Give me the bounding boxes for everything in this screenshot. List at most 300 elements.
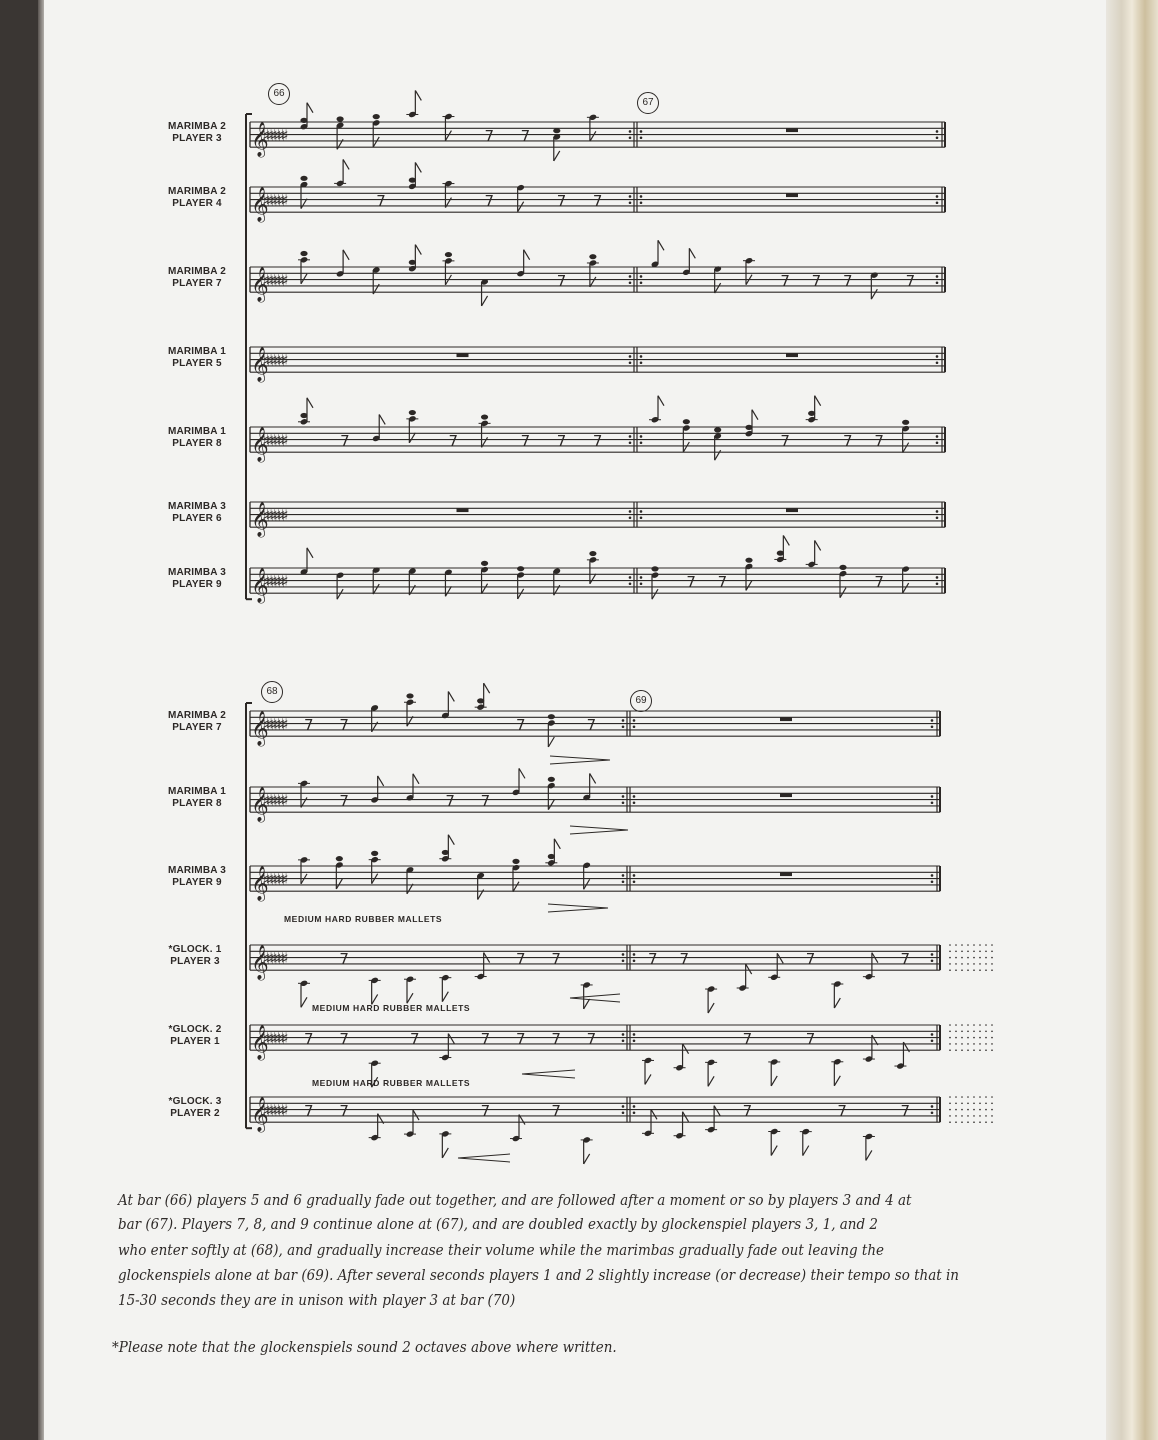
continue-dots (979, 1024, 981, 1026)
note-flag (409, 433, 415, 443)
note-flag (708, 1076, 714, 1086)
note-flag (415, 162, 421, 172)
note-flag (445, 586, 451, 596)
rehearsal-mark-68: 68 (261, 681, 283, 703)
repeat-dot (931, 719, 934, 722)
repeat-dot (931, 959, 934, 962)
continue-dots (973, 1103, 975, 1105)
staff-label (152, 426, 242, 450)
note-flag (714, 1106, 720, 1116)
instruction-line-2: bar (67). Players 7, 8, and 9 continue alone at (67), and are doubled exactly by glockenspiel players 3, 1, and 2 (118, 1217, 878, 1233)
continue-dots (991, 1121, 993, 1123)
note-flag (301, 997, 307, 1007)
continue-dots (991, 963, 993, 965)
repeat-dot (936, 201, 939, 204)
note-head (589, 551, 596, 556)
note-flag (413, 1110, 419, 1120)
eighth-rest-icon: 7 (480, 1101, 491, 1120)
continue-dots (991, 969, 993, 971)
continue-dots (985, 1096, 987, 1098)
repeat-dot (931, 874, 934, 877)
note-flag (584, 879, 590, 889)
continue-dots (979, 1096, 981, 1098)
whole-rest (457, 508, 469, 512)
continue-dots (991, 944, 993, 946)
repeat-dot (936, 136, 939, 139)
crescendo-hairpin (522, 1070, 575, 1074)
note-head (406, 693, 413, 698)
note-flag (584, 999, 590, 1009)
eighth-rest-icon: 7 (551, 1101, 561, 1120)
instruction-line-3: who enter softly at (68), and gradually increase their volume while the marimbas gradually fade out leaving the (118, 1243, 885, 1259)
continue-dots (973, 957, 975, 959)
player-name: PLAYER 3 (172, 133, 222, 144)
treble-clef-icon: 𝄞 (251, 122, 269, 158)
continue-dots (967, 1049, 969, 1051)
continue-dots (949, 1043, 951, 1045)
continue-dots (967, 1031, 969, 1033)
note-flag (518, 589, 524, 599)
note-flag (715, 283, 721, 293)
instrument-name: MARIMBA 1 (167, 346, 227, 357)
crescendo-hairpin (522, 1074, 575, 1078)
note-flag (379, 414, 385, 424)
eighth-rest-icon: 7 (445, 791, 455, 810)
note-flag (337, 589, 343, 599)
treble-clef-icon: 𝄞 (251, 427, 269, 463)
key-signature-sharps: ♯♯♯♯♯♯ (262, 125, 285, 145)
continue-dots (967, 963, 969, 965)
note-flag (301, 274, 307, 284)
note-head (371, 851, 378, 856)
treble-clef-icon: 𝄞 (251, 866, 269, 902)
player-name: PLAYER 7 (172, 722, 222, 733)
repeat-dot (936, 441, 939, 444)
player-name: PLAYER 6 (172, 513, 222, 524)
key-signature-sharps: ♯♯♯♯♯♯ (262, 790, 285, 810)
note-flag (771, 1076, 777, 1086)
continue-dots (985, 957, 987, 959)
note-flag (519, 768, 525, 778)
continue-dots (955, 1103, 957, 1105)
note-flag (651, 1109, 657, 1119)
continue-dots (979, 944, 981, 946)
repeat-dot (640, 136, 643, 139)
repeat-dot (936, 281, 939, 284)
continue-dots (973, 1121, 975, 1123)
repeat-dot (629, 355, 632, 358)
repeat-dot (629, 441, 632, 444)
note-flag (903, 443, 909, 453)
staff-label (152, 865, 242, 889)
repeat-dot (633, 725, 636, 728)
continue-dots (961, 1049, 963, 1051)
continue-dots (979, 1121, 981, 1123)
whole-rest (786, 508, 798, 512)
continue-dots (949, 1109, 951, 1111)
eighth-rest-icon: 7 (556, 271, 567, 290)
continue-dots (967, 1103, 969, 1105)
note-flag (415, 90, 421, 100)
note-flag (554, 151, 560, 161)
eighth-rest-icon: 7 (811, 271, 822, 290)
continue-dots (991, 1049, 993, 1051)
continue-dots (973, 963, 975, 965)
repeat-dot (936, 435, 939, 438)
repeat-dot (629, 435, 632, 438)
repeat-dot (622, 1039, 625, 1042)
continue-dots (991, 1096, 993, 1098)
repeat-dot (629, 510, 632, 513)
continue-dots (955, 957, 957, 959)
repeat-dot (629, 136, 632, 139)
player-name: PLAYER 8 (172, 438, 222, 449)
note-head (548, 777, 555, 782)
player-name: PLAYER 4 (172, 198, 222, 209)
continue-dots (973, 1115, 975, 1117)
repeat-dot (931, 725, 934, 728)
treble-clef-icon: 𝄞 (251, 267, 269, 303)
instrument-name: MARIMBA 3 (167, 567, 227, 578)
repeat-dot (629, 281, 632, 284)
continue-dots (955, 969, 957, 971)
repeat-dot (629, 275, 632, 278)
note-flag (415, 245, 421, 255)
note-flag (307, 548, 313, 558)
continue-dots (961, 1115, 963, 1117)
repeat-dot (640, 281, 643, 284)
eighth-rest-icon: 7 (874, 431, 884, 450)
continue-dots (949, 1024, 951, 1026)
note-flag (307, 103, 313, 113)
repeat-dot (936, 355, 939, 358)
note-flag (683, 442, 689, 452)
note-flag (482, 584, 488, 594)
continue-dots (985, 1024, 987, 1026)
key-signature-sharps: ♯♯♯♯♯♯ (262, 1028, 285, 1048)
note-flag (815, 540, 821, 550)
instrument-name: MARIMBA 3 (167, 865, 227, 876)
continue-dots (991, 1109, 993, 1111)
continue-dots (985, 951, 987, 953)
continue-dots (979, 1115, 981, 1117)
continue-dots (979, 1037, 981, 1039)
note-flag (658, 240, 664, 250)
note-head (714, 427, 721, 432)
treble-clef-icon: 𝄞 (251, 1097, 269, 1133)
eighth-rest-icon: 7 (805, 1029, 816, 1048)
player-name: PLAYER 2 (170, 1108, 220, 1119)
treble-clef-icon: 𝄞 (251, 347, 269, 383)
note-flag (373, 137, 379, 147)
continue-dots (973, 1037, 975, 1039)
repeat-dot (931, 1033, 934, 1036)
continue-dots (967, 957, 969, 959)
eighth-rest-icon: 7 (900, 1101, 910, 1120)
eighth-rest-icon: 7 (304, 715, 314, 734)
continue-dots (973, 1109, 975, 1111)
continue-dots (991, 957, 993, 959)
continue-dots (955, 1109, 957, 1111)
eighth-rest-icon: 7 (340, 431, 350, 450)
eighth-rest-icon: 7 (480, 791, 491, 810)
note-flag (834, 1076, 840, 1086)
note-flag (871, 289, 877, 299)
decrescendo-hairpin (550, 760, 610, 764)
continue-dots (967, 951, 969, 953)
repeat-dot (633, 959, 636, 962)
continue-dots (955, 1043, 957, 1045)
note-flag (442, 992, 448, 1002)
note-flag (783, 535, 789, 545)
note-flag (803, 1146, 809, 1156)
note-flag (746, 964, 752, 974)
eighth-rest-icon: 7 (339, 949, 349, 968)
note-flag (645, 1074, 651, 1084)
repeat-dot (629, 130, 632, 133)
repeat-dot (640, 582, 643, 585)
continue-dots (985, 1103, 987, 1105)
note-flag (658, 396, 664, 406)
note-flag (448, 835, 454, 845)
continue-dots (955, 1049, 957, 1051)
note-head (337, 116, 344, 121)
continue-dots (961, 944, 963, 946)
key-signature-sharps: ♯♯♯♯♯♯ (262, 430, 285, 450)
note-flag (590, 773, 596, 783)
note-head (373, 114, 380, 119)
continue-dots (949, 1121, 951, 1123)
eighth-rest-icon: 7 (339, 1101, 349, 1120)
note-flag (307, 398, 313, 408)
note-flag (343, 159, 349, 169)
repeat-dot (936, 510, 939, 513)
note-flag (524, 250, 530, 260)
continue-dots (949, 963, 951, 965)
note-flag (336, 879, 342, 889)
repeat-dot (640, 435, 643, 438)
note-flag (484, 683, 490, 693)
mallets-note-glock3: MEDIUM HARD RUBBER MALLETS (312, 1078, 471, 1088)
eighth-rest-icon: 7 (586, 715, 597, 734)
continue-dots (961, 1043, 963, 1045)
continue-dots (985, 1043, 987, 1045)
eighth-rest-icon: 7 (648, 949, 658, 968)
eighth-rest-icon: 7 (551, 1029, 561, 1048)
repeat-dot (622, 953, 625, 956)
continue-dots (961, 1024, 963, 1026)
note-head (336, 856, 343, 861)
repeat-dot (633, 1111, 636, 1114)
note-head (553, 128, 560, 133)
repeat-dot (622, 959, 625, 962)
eighth-rest-icon: 7 (376, 191, 386, 210)
continue-dots (973, 1031, 975, 1033)
note-flag (708, 1003, 714, 1013)
note-flag (554, 839, 560, 849)
instrument-name: MARIMBA 2 (167, 266, 227, 277)
repeat-dot (640, 441, 643, 444)
continue-dots (961, 969, 963, 971)
treble-clef-icon: 𝄞 (251, 502, 269, 538)
whole-rest (786, 353, 798, 357)
continue-dots (949, 1037, 951, 1039)
note-flag (866, 1150, 872, 1160)
continue-dots (973, 1049, 975, 1051)
repeat-dot (931, 795, 934, 798)
eighth-rest-icon: 7 (516, 949, 526, 968)
continue-dots (949, 1049, 951, 1051)
continue-dots (961, 1037, 963, 1039)
eighth-rest-icon: 7 (556, 191, 567, 210)
repeat-dot (931, 1039, 934, 1042)
repeat-dot (633, 874, 636, 877)
crescendo-hairpin (570, 998, 620, 1002)
repeat-dot (931, 1105, 934, 1108)
continue-dots (949, 951, 951, 953)
player-name: PLAYER 7 (172, 278, 222, 289)
eighth-rest-icon: 7 (551, 949, 561, 968)
repeat-dot (640, 130, 643, 133)
continue-dots (955, 1121, 957, 1123)
treble-clef-icon: 𝄞 (251, 1025, 269, 1061)
key-signature-sharps: ♯♯♯♯♯♯ (262, 270, 285, 290)
key-signature-sharps: ♯♯♯♯♯♯ (262, 869, 285, 889)
crescendo-hairpin (570, 994, 620, 998)
whole-rest (780, 793, 792, 797)
treble-clef-icon: 𝄞 (251, 787, 269, 823)
continue-dots (985, 969, 987, 971)
note-flag (445, 131, 451, 141)
staff-label (150, 1096, 240, 1120)
continue-dots (961, 951, 963, 953)
continue-dots (973, 969, 975, 971)
eighth-rest-icon: 7 (480, 1029, 491, 1048)
continue-dots (949, 969, 951, 971)
continue-dots (967, 1037, 969, 1039)
eighth-rest-icon: 7 (304, 1101, 314, 1120)
note-flag (683, 1044, 689, 1054)
note-flag (513, 882, 519, 892)
continue-dots (967, 1121, 969, 1123)
rehearsal-mark-66: 66 (268, 83, 290, 105)
continue-dots (991, 1024, 993, 1026)
continue-dots (949, 944, 951, 946)
key-signature-sharps: ♯♯♯♯♯♯ (262, 948, 285, 968)
repeat-dot (622, 795, 625, 798)
instrument-name: MARIMBA 1 (167, 786, 227, 797)
repeat-dot (633, 953, 636, 956)
note-head (548, 714, 555, 719)
whole-rest (780, 872, 792, 876)
repeat-dot (633, 801, 636, 804)
repeat-dot (629, 361, 632, 364)
eighth-rest-icon: 7 (339, 715, 349, 734)
repeat-dot (640, 361, 643, 364)
note-flag (584, 1154, 590, 1164)
eighth-rest-icon: 7 (780, 271, 790, 290)
whole-rest (457, 353, 469, 357)
note-flag (448, 1034, 454, 1044)
eighth-rest-icon: 7 (592, 431, 603, 450)
repeat-dot (633, 1105, 636, 1108)
eighth-rest-icon: 7 (410, 1029, 420, 1048)
repeat-dot (936, 275, 939, 278)
continue-dots (973, 1096, 975, 1098)
eighth-rest-icon: 7 (592, 191, 603, 210)
continue-dots (961, 1031, 963, 1033)
note-flag (448, 691, 454, 701)
staff-label (152, 121, 242, 145)
note-head (745, 558, 752, 563)
repeat-dot (633, 1039, 636, 1042)
repeat-dot (640, 195, 643, 198)
note-head (481, 414, 488, 419)
eighth-rest-icon: 7 (448, 431, 458, 450)
repeat-dot (622, 1033, 625, 1036)
staff-label (152, 186, 242, 210)
staff-label (152, 346, 242, 370)
repeat-dot (936, 516, 939, 519)
continue-dots (955, 1037, 957, 1039)
crescendo-hairpin (458, 1154, 510, 1158)
continue-dots (961, 957, 963, 959)
rehearsal-mark-67: 67 (637, 92, 659, 114)
repeat-dot (622, 1111, 625, 1114)
instruction-line-5: 15-30 seconds they are in unison with player 3 at bar (70) (118, 1293, 516, 1309)
repeat-dot (936, 361, 939, 364)
repeat-dot (629, 195, 632, 198)
continue-dots (961, 963, 963, 965)
repeat-dot (629, 576, 632, 579)
eighth-rest-icon: 7 (900, 949, 910, 968)
repeat-dot (622, 725, 625, 728)
continue-dots (967, 1109, 969, 1111)
continue-dots (961, 1103, 963, 1105)
continue-dots (991, 1115, 993, 1117)
note-flag (689, 248, 695, 258)
continue-dots (967, 1115, 969, 1117)
eighth-rest-icon: 7 (520, 431, 531, 450)
continue-dots (967, 944, 969, 946)
continue-dots (973, 951, 975, 953)
note-flag (343, 250, 349, 260)
repeat-dot (640, 201, 643, 204)
repeat-dot (633, 1033, 636, 1036)
repeat-dot (936, 576, 939, 579)
continue-dots (949, 1031, 951, 1033)
repeat-dot (629, 201, 632, 204)
footnote: *Please note that the glockenspiels sound 2 octaves above where written. (112, 1340, 617, 1356)
note-flag (407, 993, 413, 1003)
repeat-dot (640, 576, 643, 579)
note-head (512, 859, 519, 864)
staff-label (152, 786, 242, 810)
instrument-name: MARIMBA 2 (167, 710, 227, 721)
treble-clef-icon: 𝄞 (251, 945, 269, 981)
staff-label (150, 944, 240, 968)
eighth-rest-icon: 7 (556, 431, 567, 450)
note-head (445, 252, 452, 257)
note-head (517, 566, 524, 571)
eighth-rest-icon: 7 (484, 126, 495, 145)
crescendo-hairpin (458, 1158, 510, 1162)
continue-dots (967, 969, 969, 971)
repeat-dot (633, 880, 636, 883)
staff-label (150, 1024, 240, 1048)
note-flag (378, 776, 384, 786)
continue-dots (979, 963, 981, 965)
